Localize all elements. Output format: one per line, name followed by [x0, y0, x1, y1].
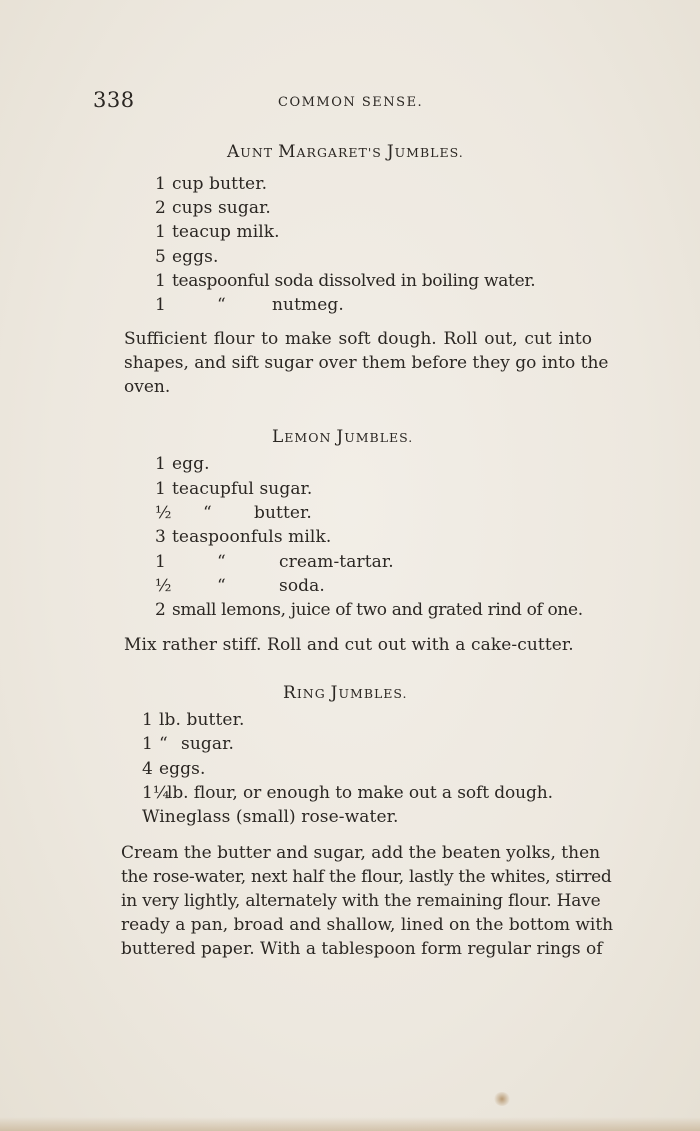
- ingredient-line: [155, 600, 595, 624]
- ingredient-qty: 1: [155, 174, 166, 194]
- text-line: Cream the butter and sugar, add the beaten yolks, then: [121, 843, 601, 863]
- ingredient-line: [155, 503, 595, 527]
- text-line: Sufficient flour to make soft dough. Roll out, cut into: [124, 329, 592, 349]
- ingredient-item: lb. flour, or enough to make out a soft dough.: [167, 783, 553, 803]
- ingredient-qty: ½: [155, 576, 172, 596]
- recipe-title-aunt-margarets-jumbles: [227, 142, 464, 162]
- ingredient-qty: 1: [155, 552, 166, 572]
- ingredient-qty: ½: [155, 503, 172, 523]
- ingredient-line: [142, 710, 582, 734]
- ingredient-line: [142, 734, 582, 758]
- title-cap: J: [330, 683, 339, 703]
- directions-paragraph: [124, 633, 592, 657]
- ingredient-line: [155, 454, 595, 478]
- ingredient-line: [142, 807, 582, 831]
- ditto-mark: “: [203, 503, 212, 523]
- ingredient-qty: 1: [142, 734, 153, 754]
- ingredient-line: [155, 247, 575, 271]
- ingredient-item: cup butter.: [172, 174, 268, 194]
- paper-stain: [494, 1092, 510, 1106]
- ingredient-item: lb. butter.: [159, 710, 245, 730]
- ingredient-qty: 1: [155, 479, 166, 499]
- ingredient-item: soda.: [279, 576, 325, 596]
- recipe-title-ring-jumbles: [283, 683, 408, 703]
- ingredient-qty: 2: [155, 600, 166, 620]
- ditto-mark: “: [217, 576, 226, 596]
- ingredient-qty: 4: [142, 759, 153, 779]
- ingredient-item: egg.: [172, 454, 210, 474]
- text-line: shapes, and sift sugar over them before they go into the: [124, 353, 609, 373]
- ingredient-item: nutmeg.: [272, 295, 344, 315]
- ingredient-line: [155, 295, 575, 319]
- ingredient-item: teacupful sugar.: [172, 479, 313, 499]
- title-rest: ING: [296, 686, 331, 701]
- directions-paragraph: [121, 841, 614, 961]
- ingredient-item: eggs.: [172, 247, 219, 267]
- text-line: in very lightly, alternately with the remaining flour. Have: [121, 891, 601, 911]
- ingredient-qty: 1¼: [142, 783, 170, 803]
- text-line: ready a pan, broad and shallow, lined on the bottom with: [121, 915, 614, 935]
- title-rest: EMON: [284, 430, 337, 445]
- ingredient-qty: 5: [155, 247, 166, 267]
- ditto-mark: “: [159, 734, 168, 754]
- ingredient-line: [155, 271, 575, 295]
- page-number: 338: [93, 88, 135, 112]
- title-cap: L: [272, 427, 285, 447]
- title-cap: M: [278, 142, 297, 162]
- ingredient-item: teaspoonful soda dissolved in boiling water.: [172, 271, 536, 291]
- ingredient-qty: 1: [155, 454, 166, 474]
- title-rest: UMBLES.: [344, 430, 414, 445]
- ingredient-qty: 1: [142, 710, 153, 730]
- ingredient-item: cups sugar.: [172, 198, 271, 218]
- ingredient-qty: 1: [155, 295, 166, 315]
- ingredient-item: cream-tartar.: [279, 552, 394, 572]
- title-rest: ARGARET'S: [296, 145, 387, 160]
- title-cap: J: [386, 142, 395, 162]
- ingredient-qty: 3: [155, 527, 166, 547]
- title-rest: UMBLES.: [338, 686, 408, 701]
- title-cap: R: [283, 683, 297, 703]
- ingredient-item: teaspoonfuls milk.: [172, 527, 332, 547]
- running-head: COMMON SENSE.: [278, 95, 424, 110]
- ingredient-line: [155, 174, 575, 198]
- ingredient-qty: 2: [155, 198, 166, 218]
- ingredient-line: [155, 222, 575, 246]
- ingredient-line: [155, 479, 595, 503]
- ingredient-qty: 1: [155, 271, 166, 291]
- title-rest: UMBLES.: [394, 145, 464, 160]
- ingredient-line: [155, 576, 595, 600]
- text-line: the rose-water, next half the flour, lastly the whites, stirred: [121, 867, 612, 887]
- ingredient-item: eggs.: [159, 759, 206, 779]
- title-rest: UNT: [240, 145, 279, 160]
- ingredient-line: [142, 783, 582, 807]
- ingredient-line: [155, 552, 595, 576]
- text-line: Mix rather stiff. Roll and cut out with a cake-cutter.: [124, 635, 574, 655]
- recipe-title-lemon-jumbles: [272, 427, 413, 447]
- ingredient-item: Wineglass (small) rose-water.: [142, 807, 399, 827]
- title-cap: A: [227, 142, 241, 162]
- title-cap: J: [336, 427, 345, 447]
- ingredient-item: butter.: [254, 503, 312, 523]
- directions-paragraph: [124, 327, 609, 399]
- ingredient-item: small lemons, juice of two and grated rind of one.: [172, 600, 583, 620]
- ingredient-line: [142, 759, 582, 783]
- ingredient-line: [155, 527, 595, 551]
- page-edge-shadow: [0, 1117, 700, 1131]
- ditto-mark: “: [217, 295, 226, 315]
- ditto-mark: “: [217, 552, 226, 572]
- ingredient-qty: 1: [155, 222, 166, 242]
- ingredient-item: teacup milk.: [172, 222, 280, 242]
- text-line: buttered paper. With a tablespoon form regular rings of: [121, 939, 603, 959]
- ingredient-line: [155, 198, 575, 222]
- ingredient-item: sugar.: [181, 734, 234, 754]
- text-line: oven.: [124, 377, 171, 397]
